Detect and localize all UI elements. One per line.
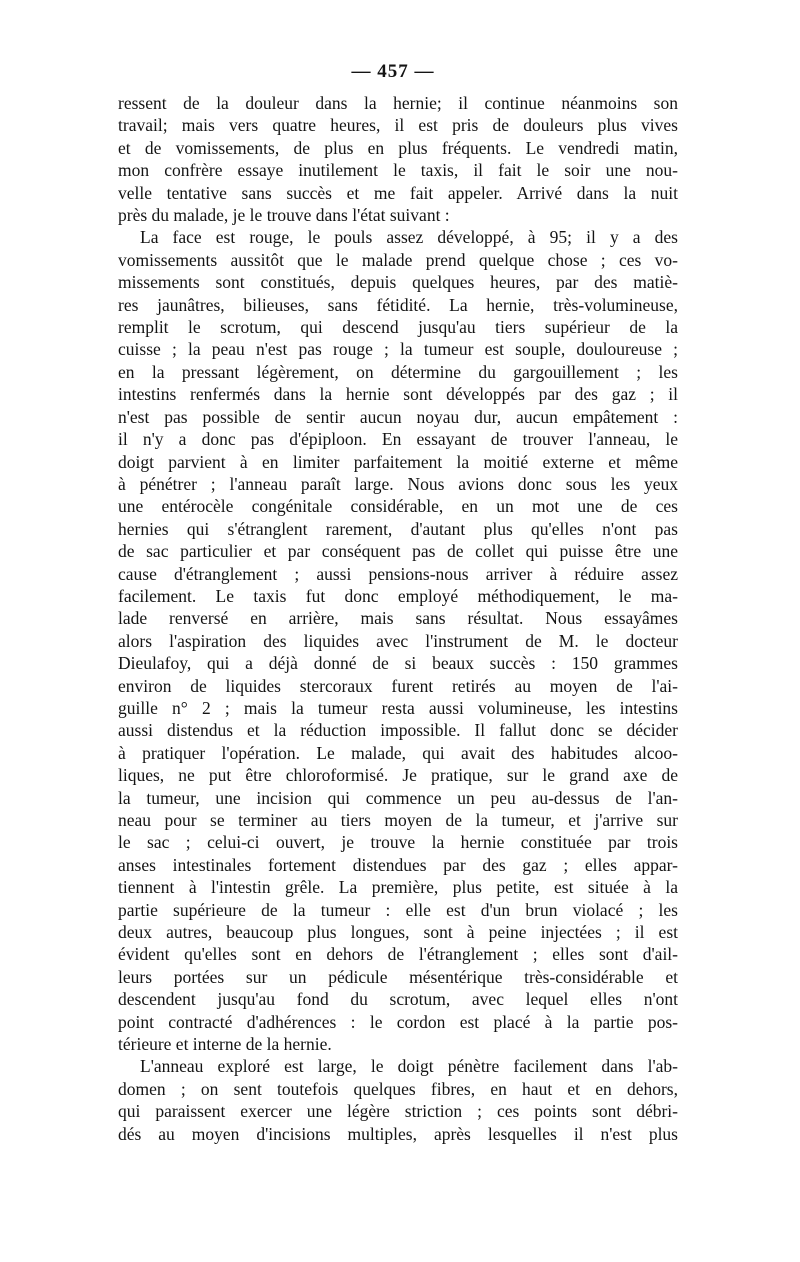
text-line: cause d'étranglement ; aussi pensions-nous arriver à réduire assez <box>118 563 678 584</box>
paragraph <box>118 92 678 226</box>
paragraph <box>118 226 678 1055</box>
text-line: point contracté d'adhérences : le cordon est placé à la partie pos- <box>118 1011 678 1032</box>
text-line: et de vomissements, de plus en plus fréquents. Le vendredi matin, <box>118 137 678 158</box>
text-line: velle tentative sans succès et me fait appeler. Arrivé dans la nuit <box>118 182 678 203</box>
text-line: deux autres, beaucoup plus longues, sont à peine injectées ; il est <box>118 922 678 943</box>
text-line: le sac ; celui-ci ouvert, je trouve la hernie constituée par trois <box>118 832 678 853</box>
text-line: La face est rouge, le pouls assez développé, à 95; il y a des <box>140 227 678 248</box>
text-line: tiennent à l'intestin grêle. La première, plus petite, est située à la <box>118 877 678 898</box>
text-line: de sac particulier et par conséquent pas de collet qui puisse être une <box>118 541 678 562</box>
text-line: remplit le scrotum, qui descend jusqu'au tiers supérieur de la <box>118 317 678 338</box>
text-line: une entérocèle congénitale considérable, en un mot une de ces <box>118 496 678 517</box>
text-line: leurs portées sur un pédicule mésentérique très-considérable et <box>118 966 678 987</box>
text-line: dés au moyen d'incisions multiples, après lesquelles il n'est plus <box>118 1123 678 1144</box>
text-line: travail; mais vers quatre heures, il est pris de douleurs plus vives <box>118 115 678 136</box>
text-line: évident qu'elles sont en dehors de l'étranglement ; elles sont d'ail- <box>118 944 678 965</box>
text-line: missements sont constitués, depuis quelques heures, par des matiè- <box>118 272 678 293</box>
text-line: en la pressant légèrement, on détermine du gargouillement ; les <box>118 361 678 382</box>
text-line: mon confrère essaye inutilement le taxis, il fait le soir une nou- <box>118 160 678 181</box>
text-line: liques, ne put être chloroformisé. Je pratique, sur le grand axe de <box>118 765 678 786</box>
text-line: n'est pas possible de sentir aucun noyau dur, aucun empâtement : <box>118 406 678 427</box>
text-line: près du malade, je le trouve dans l'état suivant : <box>118 205 450 226</box>
text-line: lade renversé en arrière, mais sans résultat. Nous essayâmes <box>118 608 678 629</box>
text-line: anses intestinales fortement distendues par des gaz ; elles appar- <box>118 854 678 875</box>
text-line: il n'y a donc pas d'épiploon. En essayant de trouver l'anneau, le <box>118 429 678 450</box>
text-line: Dieulafoy, qui a déjà donné de si beaux succès : 150 grammes <box>118 653 678 674</box>
book-page <box>118 58 678 1145</box>
body-text <box>118 92 678 1145</box>
text-line: domen ; on sent toutefois quelques fibres, en haut et en dehors, <box>118 1078 678 1099</box>
text-line: intestins renfermés dans la hernie sont développés par des gaz ; il <box>118 384 678 405</box>
text-line: aussi distendus et la réduction impossible. Il fallut donc se décider <box>118 720 678 741</box>
page-number: — 457 — <box>351 61 435 82</box>
text-line: partie supérieure de la tumeur : elle est d'un brun violacé ; les <box>118 899 678 920</box>
text-line: à pénétrer ; l'anneau paraît large. Nous avions donc sous les yeux <box>118 473 678 494</box>
text-line: la tumeur, une incision qui commence un peu au-dessus de l'an- <box>118 787 678 808</box>
text-line: hernies qui s'étranglent rarement, d'autant plus qu'elles n'ont pas <box>118 518 678 539</box>
text-line: alors l'aspiration des liquides avec l'instrument de M. le docteur <box>118 630 678 651</box>
paragraph <box>118 1055 678 1145</box>
text-line: doigt parvient à en limiter parfaitement la moitié externe et même <box>118 451 678 472</box>
text-line: cuisse ; la peau n'est pas rouge ; la tumeur est souple, douloureuse ; <box>118 339 678 360</box>
text-line: guille n° 2 ; mais la tumeur resta aussi volumineuse, les intestins <box>118 697 678 718</box>
text-line: à pratiquer l'opération. Le malade, qui avait des habitudes alcoo- <box>118 742 678 763</box>
text-line: environ de liquides stercoraux furent retirés au moyen de l'ai- <box>118 675 678 696</box>
text-line: descendent jusqu'au fond du scrotum, avec lequel elles n'ont <box>118 989 678 1010</box>
text-line: L'anneau exploré est large, le doigt pénètre facilement dans l'ab- <box>140 1056 678 1077</box>
text-line: facilement. Le taxis fut donc employé méthodiquement, le ma- <box>118 585 678 606</box>
text-line: ressent de la douleur dans la hernie; il continue néanmoins son <box>118 93 678 113</box>
text-line: res jaunâtres, bilieuses, sans fétidité. La hernie, très-volumineuse, <box>118 294 678 315</box>
text-line: vomissements aussitôt que le malade prend quelque chose ; ces vo- <box>118 249 678 270</box>
text-line: neau pour se terminer au tiers moyen de la tumeur, et j'arrive sur <box>118 810 678 830</box>
text-line: qui paraissent exercer une légère striction ; ces points sont débri- <box>118 1101 678 1122</box>
text-line: térieure et interne de la hernie. <box>118 1034 332 1055</box>
